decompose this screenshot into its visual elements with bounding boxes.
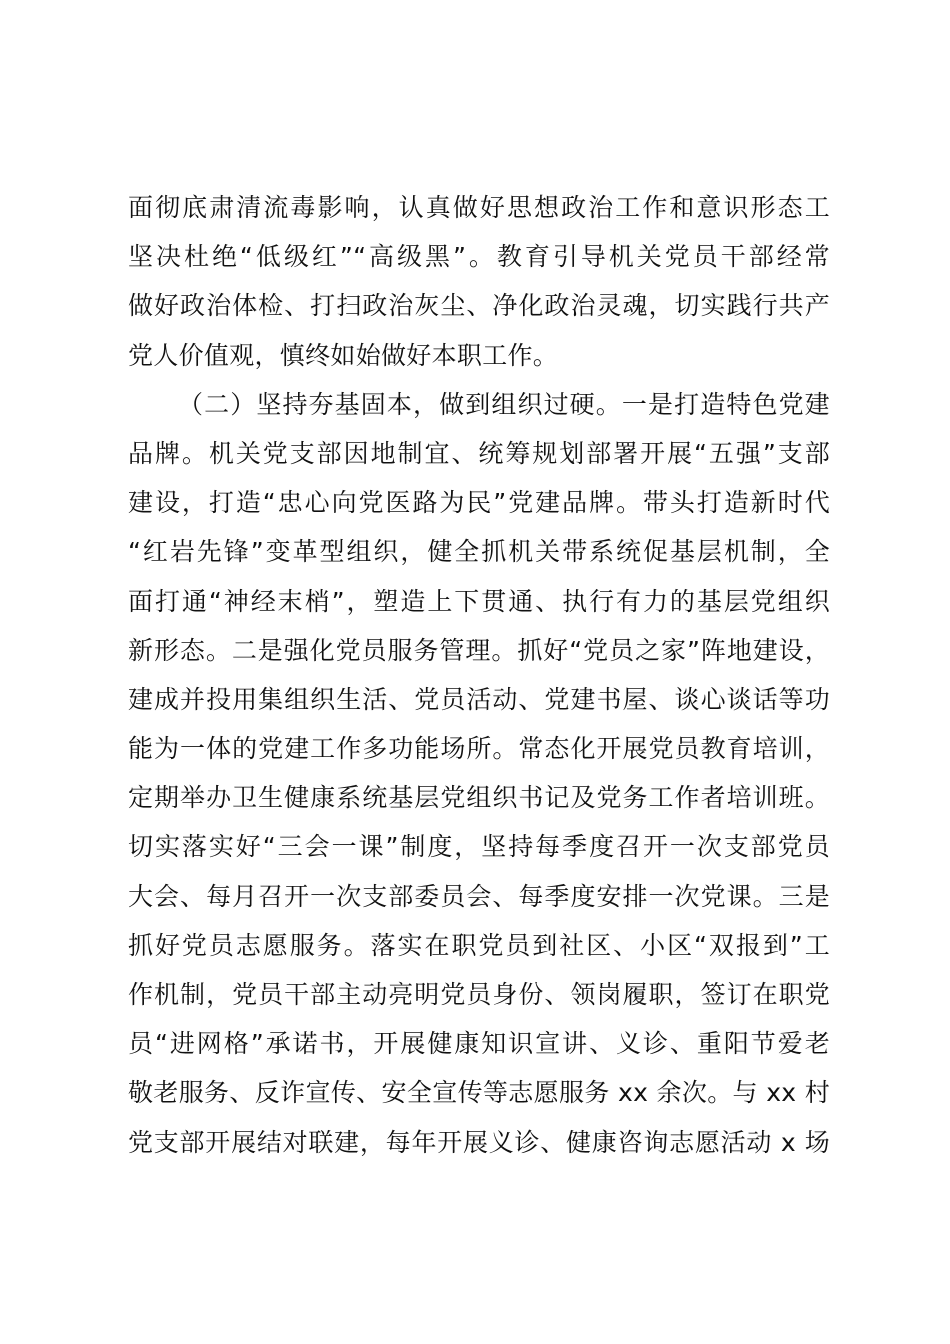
text-line: 做好政治体检、打扫政治灰尘、净化政治灵魂，切实践行共产 xyxy=(128,291,830,321)
text-line: 党人价值观，慎终如始做好本职工作。 xyxy=(128,340,559,370)
text-line: 抓好党员志愿服务。落实在职党员到社区、小区“双报到”工 xyxy=(128,930,830,960)
text-line: 员“进网格”承诺书，开展健康知识宣讲、义诊、重阳节爱老 xyxy=(128,1029,830,1059)
text-line: 党支部开展结对联建，每年开展义诊、健康咨询志愿活动 x 场 xyxy=(128,1127,830,1157)
text-line: 切实落实好“三会一课”制度，坚持每季度召开一次支部党员 xyxy=(128,832,830,862)
text-line: 作机制，党员干部主动亮明党员身份、领岗履职，签订在职党 xyxy=(128,980,830,1009)
text-line: 大会、每月召开一次支部委员会、每季度安排一次党课。三是 xyxy=(128,881,830,911)
text-line: 敬老服务、反诈宣传、安全宣传等志愿服务 xx 余次。与 xx 村 xyxy=(128,1078,830,1108)
text-line: 能为一体的党建工作多功能场所。常态化开展党员教育培训， xyxy=(128,734,830,764)
body-text xyxy=(128,183,830,1167)
text-line: 定期举办卫生健康系统基层党组织书记及党务工作者培训班。 xyxy=(128,783,830,813)
text-line: 建成并投用集组织生活、党员活动、党建书屋、谈心谈话等功 xyxy=(128,684,830,714)
text-line: 面彻底肃清流毒影响，认真做好思想政治工作和意识形态工 xyxy=(128,193,830,222)
text-line: 新形态。二是强化党员服务管理。抓好“党员之家”阵地建设， xyxy=(128,635,830,665)
text-line: “红岩先锋”变革型组织，健全抓机关带系统促基层机制，全 xyxy=(128,537,830,567)
text-line: 坚决杜绝“低级红”“高级黑”。教育引导机关党员干部经常 xyxy=(128,242,830,272)
text-line: 面打通“神经末梢”，塑造上下贯通、执行有力的基层党组织 xyxy=(128,586,830,616)
text-line: 建设，打造“忠心向党医路为民”党建品牌。带头打造新时代 xyxy=(128,488,830,518)
section-heading-line: （二）坚持夯基固本，做到组织过硬。一是打造特色党建 xyxy=(178,389,830,419)
text-line: 品牌。机关党支部因地制宜、统筹规划部署开展“五强”支部 xyxy=(128,438,830,468)
